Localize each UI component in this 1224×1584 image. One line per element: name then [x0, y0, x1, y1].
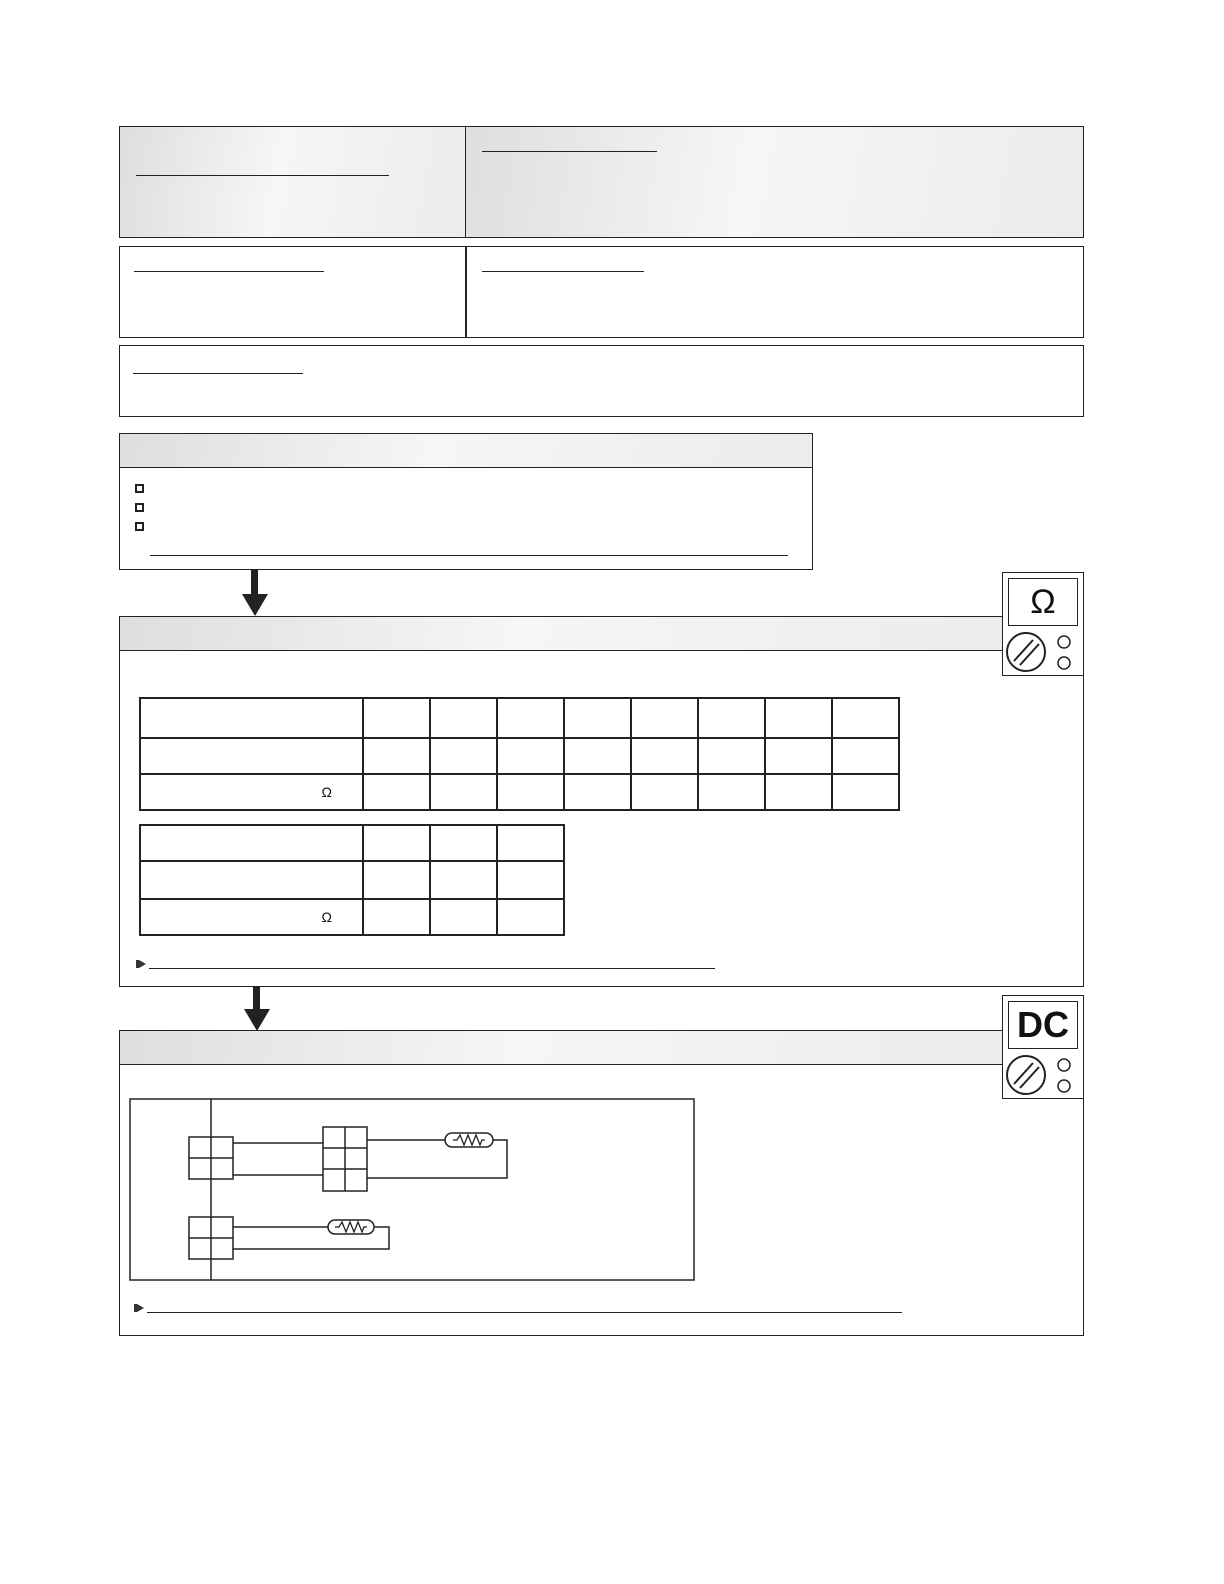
table-cell	[430, 825, 497, 861]
table-cell	[430, 698, 497, 738]
ohm-unit-cell: Ω	[140, 774, 363, 810]
table-cell	[497, 825, 564, 861]
resistor-icon	[445, 1133, 493, 1147]
table-cell	[430, 774, 497, 810]
table-cell	[497, 698, 564, 738]
table-cell	[140, 825, 363, 861]
table-cell	[363, 774, 430, 810]
info-block-symptom	[119, 345, 1084, 417]
table-cell	[497, 861, 564, 899]
step1-note-line	[149, 968, 715, 969]
table-cell	[832, 774, 899, 810]
table-cell	[564, 774, 631, 810]
table-cell	[564, 698, 631, 738]
condition-underline	[482, 271, 644, 272]
dtc-underline	[136, 175, 389, 176]
info-block-condition	[465, 246, 1084, 338]
info-block-description	[465, 126, 1084, 238]
table-cell	[363, 698, 430, 738]
table-cell	[497, 738, 564, 774]
table-cell	[497, 899, 564, 935]
table-cell	[765, 738, 832, 774]
down-arrow-icon	[240, 570, 270, 618]
table-cell	[430, 738, 497, 774]
table-cell	[698, 738, 765, 774]
dc-meter-icon	[1002, 995, 1084, 1099]
resistance-table-2	[139, 824, 565, 936]
table-cell	[363, 899, 430, 935]
table-cell	[832, 698, 899, 738]
resistance-table-1	[139, 697, 900, 811]
table-cell	[497, 774, 564, 810]
connector-icon	[323, 1127, 367, 1191]
table-cell	[698, 698, 765, 738]
checkbox-icon[interactable]	[135, 484, 144, 493]
step2-header	[120, 1031, 1003, 1065]
step1-panel	[119, 616, 1084, 987]
table-cell	[363, 738, 430, 774]
table-cell	[430, 861, 497, 899]
table-cell	[631, 774, 698, 810]
note-bullet-icon	[134, 1304, 144, 1312]
down-arrow-icon	[242, 987, 272, 1033]
table-cell	[140, 698, 363, 738]
step2-panel	[119, 1030, 1084, 1336]
meter-display: DC	[1008, 1001, 1078, 1049]
info-block-dtc	[119, 126, 467, 238]
info-block-detection	[119, 246, 467, 338]
table-cell	[765, 698, 832, 738]
connector-icon	[189, 1137, 233, 1179]
table-cell	[832, 738, 899, 774]
preliminary-check-underline	[150, 555, 788, 556]
preliminary-check-panel	[119, 433, 813, 570]
table-cell	[140, 861, 363, 899]
meter-display: Ω	[1008, 578, 1078, 626]
table-cell	[430, 899, 497, 935]
table-cell	[631, 698, 698, 738]
table-cell	[698, 774, 765, 810]
symptom-underline	[133, 373, 303, 374]
connector-icon	[189, 1217, 233, 1259]
omega-meter-icon	[1002, 572, 1084, 676]
checkbox-icon[interactable]	[135, 503, 144, 512]
step2-note-line	[147, 1312, 902, 1313]
note-bullet-icon	[136, 960, 146, 968]
table-cell	[140, 738, 363, 774]
wiring-diagram	[129, 1098, 695, 1282]
detection-underline	[134, 271, 324, 272]
table-cell	[564, 738, 631, 774]
description-underline	[482, 151, 657, 152]
table-cell	[765, 774, 832, 810]
resistor-icon	[328, 1220, 374, 1234]
step1-header	[120, 617, 1003, 651]
table-cell	[363, 825, 430, 861]
preliminary-check-header	[120, 434, 812, 468]
checkbox-icon[interactable]	[135, 522, 144, 531]
table-cell	[631, 738, 698, 774]
table-cell	[363, 861, 430, 899]
ohm-unit-cell: Ω	[140, 899, 363, 935]
